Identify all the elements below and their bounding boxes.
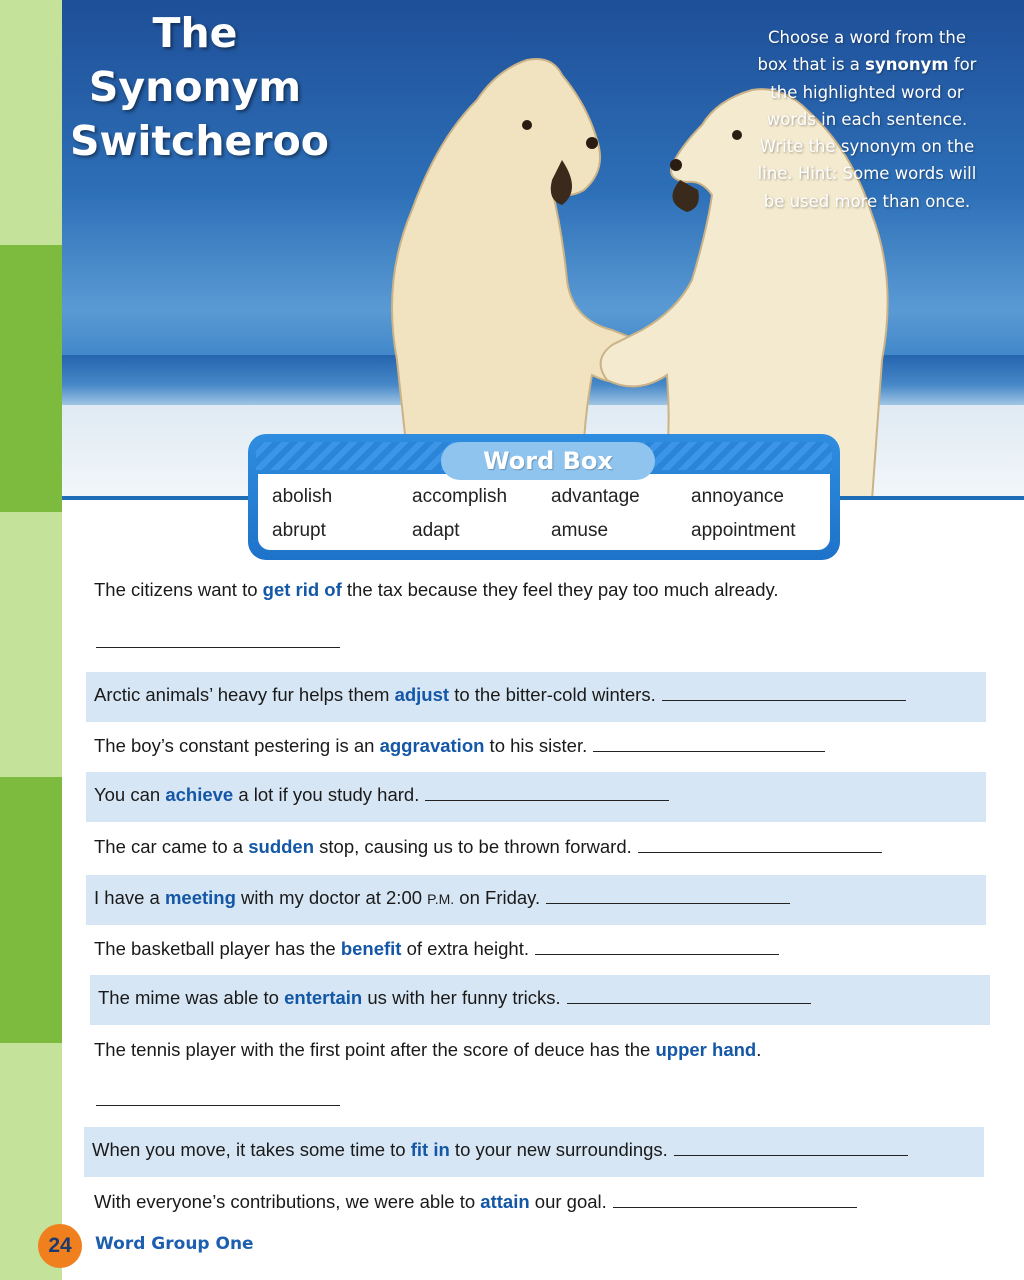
word-box bbox=[248, 434, 840, 560]
sentence-row-11 bbox=[86, 1179, 986, 1229]
sentence-row-2 bbox=[86, 672, 986, 722]
sentence-row-1 bbox=[86, 567, 986, 617]
instructions-before: Choose a word from the box that is a bbox=[757, 28, 967, 75]
sentence-row-9 bbox=[86, 1027, 986, 1077]
sentence-text: With everyone’s contributions, we were able to bbox=[94, 1191, 481, 1212]
word-box-word: accomplish bbox=[412, 486, 508, 507]
sentence-text: The citizens want to bbox=[94, 579, 263, 600]
instructions-after: for the highlighted word or words in each sentence. Write the synonym on the line. Hint: Some words will be used more than once. bbox=[757, 55, 977, 211]
sentence-text: I have a bbox=[94, 887, 165, 908]
time-suffix: P.M. bbox=[427, 891, 455, 907]
word-box-word: abrupt bbox=[272, 520, 326, 541]
highlighted-word: benefit bbox=[340, 938, 402, 959]
sentence-text: to your new surroundings. bbox=[449, 1139, 668, 1160]
sentence-text: The boy’s constant pestering is an bbox=[94, 735, 380, 756]
sentence-text: When you move, it takes some time to bbox=[92, 1139, 411, 1160]
sentence-text: The mime was able to bbox=[98, 987, 285, 1008]
sentence-text: us with her funny tricks. bbox=[362, 987, 561, 1008]
side-strip-light-2 bbox=[0, 512, 62, 777]
answer-line-2[interactable] bbox=[662, 686, 906, 701]
sentence-text: on Friday. bbox=[454, 887, 541, 908]
sentence-text: The basketball player has the bbox=[94, 938, 341, 959]
sentence-text: to the bitter-cold winters. bbox=[449, 684, 656, 705]
highlighted-word: entertain bbox=[284, 987, 363, 1008]
highlighted-word: sudden bbox=[248, 836, 315, 857]
instructions-bold-word: synonym bbox=[865, 55, 949, 75]
title-line-3: Switcheroo bbox=[70, 117, 329, 165]
sentence-text: the tax because they feel they pay too much already. bbox=[341, 579, 779, 600]
sentence-row-4 bbox=[86, 772, 986, 822]
sentence-text: our goal. bbox=[529, 1191, 607, 1212]
sentence-row-7 bbox=[86, 926, 986, 976]
sentence-text: You can bbox=[94, 784, 166, 805]
sentence-text: stop, causing us to be thrown forward. bbox=[314, 836, 632, 857]
sentence-text: with my doctor at 2:00 bbox=[235, 887, 428, 908]
word-box-word: amuse bbox=[551, 520, 609, 541]
sentence-text: Arctic animals’ heavy fur helps them bbox=[94, 684, 395, 705]
word-box-word: appointment bbox=[691, 520, 796, 541]
highlighted-word: meeting bbox=[164, 887, 236, 908]
sentence-text: The tennis player with the first point after the score of deuce has the bbox=[94, 1039, 656, 1060]
answer-line-3[interactable] bbox=[593, 737, 825, 752]
answer-line-10[interactable] bbox=[674, 1141, 908, 1156]
highlighted-word: get rid of bbox=[262, 579, 342, 600]
word-box-title: Word Box bbox=[441, 442, 655, 480]
word-box-word: abolish bbox=[272, 486, 333, 507]
highlighted-word: adjust bbox=[394, 684, 450, 705]
sentence-text: a lot if you study hard. bbox=[233, 784, 420, 805]
word-box-word: annoyance bbox=[691, 486, 784, 507]
sentence-row-8 bbox=[90, 975, 990, 1025]
sentence-text: . bbox=[756, 1039, 762, 1060]
answer-line-6[interactable] bbox=[546, 889, 790, 904]
side-strip-dark-1 bbox=[0, 245, 62, 512]
page-title bbox=[70, 6, 329, 168]
sentence-text: to his sister. bbox=[484, 735, 588, 756]
answer-line-5[interactable] bbox=[638, 838, 882, 853]
sentence-row-5 bbox=[86, 824, 986, 874]
highlighted-word: fit in bbox=[410, 1139, 450, 1160]
sentence-text: The car came to a bbox=[94, 836, 249, 857]
answer-line-7[interactable] bbox=[535, 940, 779, 955]
title-line-2: Synonym bbox=[88, 63, 302, 111]
page-number-badge: 24 bbox=[38, 1224, 82, 1268]
answer-line-9[interactable] bbox=[96, 1105, 340, 1106]
title-line-1: The bbox=[152, 9, 238, 57]
sentence-row-3 bbox=[86, 723, 986, 773]
side-strip-dark-2 bbox=[0, 777, 62, 1043]
answer-line-8[interactable] bbox=[567, 989, 811, 1004]
sentence-row-6 bbox=[86, 875, 986, 925]
instructions-text bbox=[752, 24, 982, 215]
highlighted-word: attain bbox=[480, 1191, 530, 1212]
answer-line-4[interactable] bbox=[425, 786, 669, 801]
footer-section-label: Word Group One bbox=[95, 1234, 254, 1254]
highlighted-word: aggravation bbox=[379, 735, 485, 756]
answer-line-1[interactable] bbox=[96, 647, 340, 648]
word-box-word: adapt bbox=[412, 520, 460, 541]
sentence-row-10 bbox=[84, 1127, 984, 1177]
highlighted-word: achieve bbox=[165, 784, 234, 805]
answer-line-11[interactable] bbox=[613, 1193, 857, 1208]
word-box-word: advantage bbox=[551, 486, 640, 507]
side-strip-light-top bbox=[0, 0, 62, 245]
sentence-text: of extra height. bbox=[401, 938, 529, 959]
highlighted-word: upper hand bbox=[655, 1039, 757, 1060]
